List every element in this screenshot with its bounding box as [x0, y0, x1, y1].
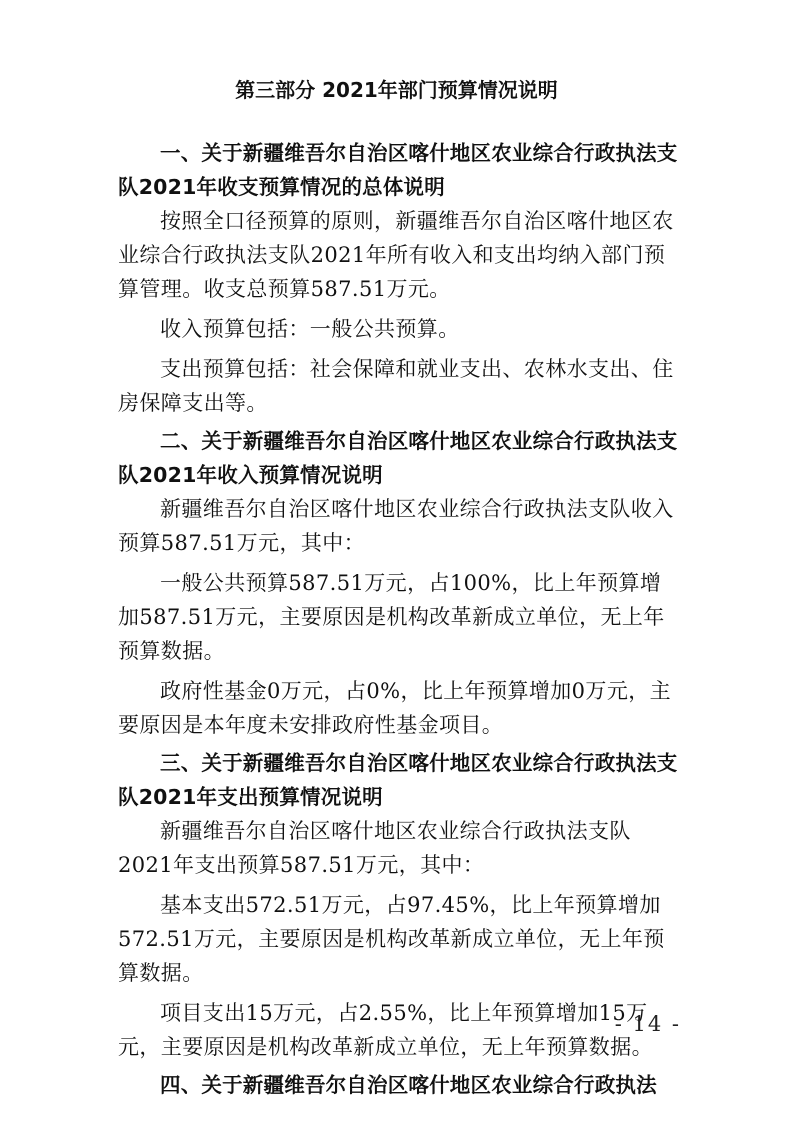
section-heading: 一、关于新疆维吾尔自治区喀什地区农业综合行政执法支队2021年收支预算情况的总体说明 [118, 141, 678, 199]
section-1 [118, 136, 678, 420]
section-3 [118, 746, 678, 1064]
paragraph: 政府性基金0万元，占0%，比上年预算增加0万元，主要原因是本年度未安排政府性基金项目。 [118, 679, 672, 737]
section-heading: 二、关于新疆维吾尔自治区喀什地区农业综合行政执法支队2021年收入预算情况说明 [118, 429, 678, 487]
paragraph: 基本支出572.51万元，占97.45%，比上年预算增加572.51万元，主要原因是机构改革新成立单位，无上年预算数据。 [118, 893, 665, 985]
page-title: 第三部分 2021年部门预算情况说明 [235, 78, 558, 102]
paragraph: 一般公共预算587.51万元，占100%，比上年预算增加587.51万元，主要原因是机构改革新成立单位，无上年预算数据。 [118, 571, 665, 663]
paragraph: 支出预算包括：社会保障和就业支出、农林水支出、住房保障支出等。 [118, 357, 674, 415]
section-heading: 四、关于新疆维吾尔自治区喀什地区农业综合行政执法 [160, 1073, 657, 1097]
section-2 [118, 424, 678, 742]
paragraph: 收入预算包括：一般公共预算。 [160, 317, 460, 341]
paragraph: 新疆维吾尔自治区喀什地区农业综合行政执法支队收入预算587.51万元，其中： [118, 497, 674, 555]
document-body [118, 136, 678, 1102]
section-heading: 三、关于新疆维吾尔自治区喀什地区农业综合行政执法支队2021年支出预算情况说明 [118, 751, 678, 809]
paragraph: 按照全口径预算的原则，新疆维吾尔自治区喀什地区农业综合行政执法支队2021年所有收入和支出均纳入部门预算管理。收支总预算587.51万元。 [118, 209, 674, 301]
page-number: - 14 - [614, 1012, 681, 1036]
section-4 [118, 1068, 678, 1102]
paragraph: 项目支出15万元，占2.55%，比上年预算增加15万元，主要原因是机构改革新成立单位，无上年预算数据。 [118, 1001, 653, 1059]
paragraph: 新疆维吾尔自治区喀什地区农业综合行政执法支队2021年支出预算587.51万元，其中： [118, 819, 631, 877]
